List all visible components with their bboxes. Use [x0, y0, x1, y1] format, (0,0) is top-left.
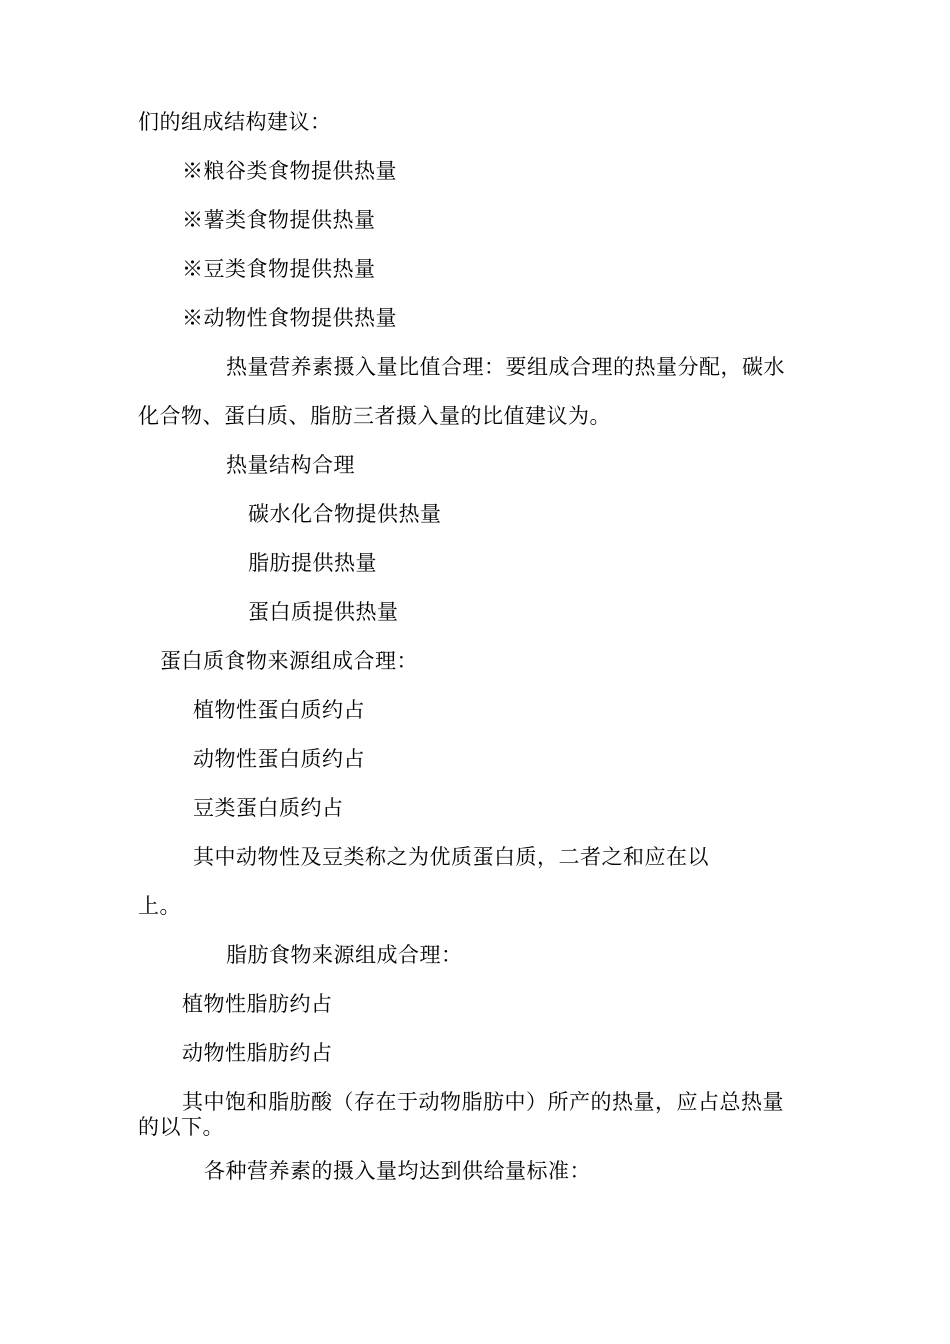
text-line: 其中饱和脂肪酸（存在于动物脂肪中）所产的热量，应占总热量	[182, 1090, 784, 1114]
list-item: 植物性蛋白质约占	[193, 698, 365, 722]
list-item: 动物性蛋白质约占	[193, 747, 365, 771]
section-heading: 热量结构合理	[226, 453, 355, 477]
list-item: 植物性脂肪约占	[182, 992, 333, 1016]
list-item: 动物性脂肪约占	[182, 1041, 333, 1065]
section-heading: 蛋白质食物来源组成合理：	[160, 649, 418, 673]
list-item: 蛋白质提供热量	[248, 600, 399, 624]
text-line: 的以下。	[138, 1115, 224, 1139]
section-heading: 各种营养素的摄入量均达到供给量标准：	[204, 1159, 591, 1183]
text-line: 们的组成结构建议：	[138, 110, 332, 134]
list-item: ※豆类食物提供热量	[182, 257, 376, 281]
text-line: 其中动物性及豆类称之为优质蛋白质，二者之和应在以	[193, 845, 709, 869]
list-item: 脂肪提供热量	[248, 551, 377, 575]
text-line: 热量营养素摄入量比值合理：要组成合理的热量分配，碳水	[226, 355, 785, 379]
list-item: 豆类蛋白质约占	[193, 796, 344, 820]
section-heading: 脂肪食物来源组成合理：	[226, 943, 463, 967]
list-item: 碳水化合物提供热量	[248, 502, 442, 526]
text-line: 化合物、蛋白质、脂肪三者摄入量的比值建议为。	[138, 404, 611, 428]
list-item: ※薯类食物提供热量	[182, 208, 376, 232]
text-line: 上。	[138, 894, 181, 918]
list-item: ※动物性食物提供热量	[182, 306, 397, 330]
list-item: ※粮谷类食物提供热量	[182, 159, 397, 183]
